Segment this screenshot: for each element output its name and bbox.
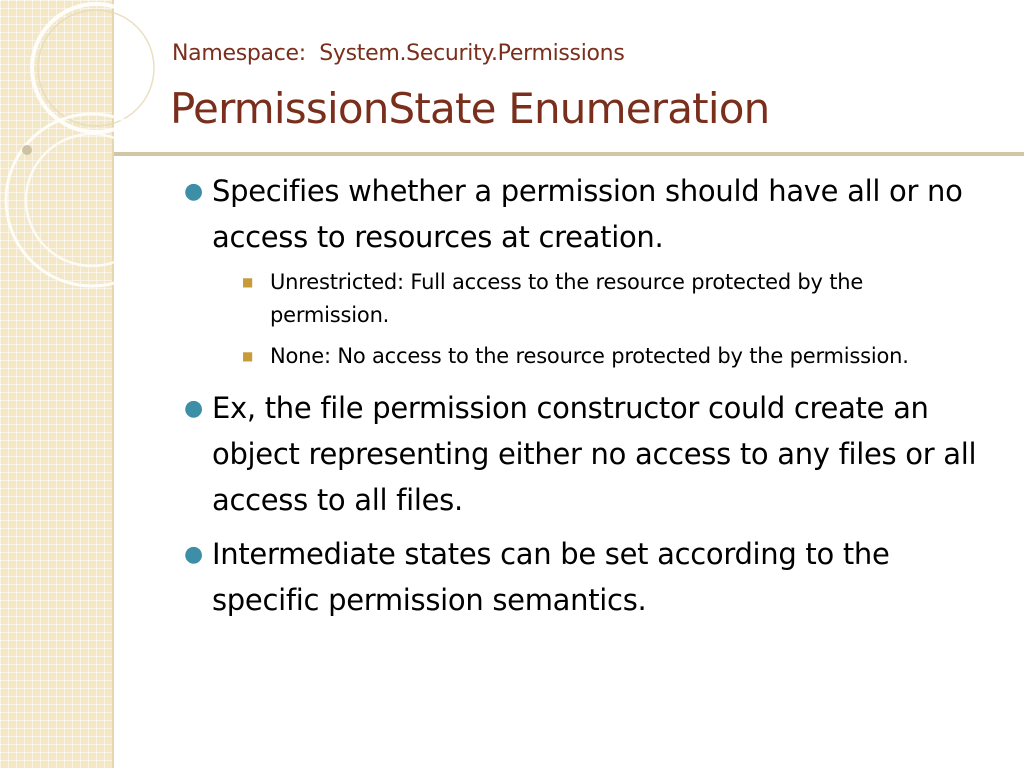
sub-bullet-text: None: No access to the resource protected by the permission.	[270, 344, 909, 368]
sub-bullet-text: Unrestricted: Full access to the resource protected by the permission.	[270, 270, 864, 327]
slide-subtitle: Namespace: System.Security.Permissions	[172, 41, 625, 66]
bullet-item	[184, 531, 984, 623]
small-square-icon: ■	[242, 275, 254, 289]
bullet-text: Ex, the file permission constructor could create an object representing either no access to any files or all access to all files.	[212, 391, 977, 517]
filled-circle-icon: ●	[184, 396, 203, 421]
filled-circle-icon: ●	[184, 542, 203, 567]
sub-bullet-item	[242, 266, 984, 332]
bullet-item	[184, 385, 984, 523]
sub-bullet-item	[242, 340, 984, 373]
divider-knob	[22, 145, 32, 155]
small-square-icon: ■	[242, 349, 254, 363]
bullet-text: Intermediate states can be set according to the specific permission semantics.	[212, 537, 890, 617]
bullet-text: Specifies whether a permission should have all or no access to resources at creation.	[212, 174, 963, 254]
slide-body	[184, 168, 984, 623]
slide-title: PermissionState Enumeration	[170, 84, 770, 133]
title-divider	[114, 152, 1024, 156]
bullet-item	[184, 168, 984, 260]
filled-circle-icon: ●	[184, 179, 203, 204]
